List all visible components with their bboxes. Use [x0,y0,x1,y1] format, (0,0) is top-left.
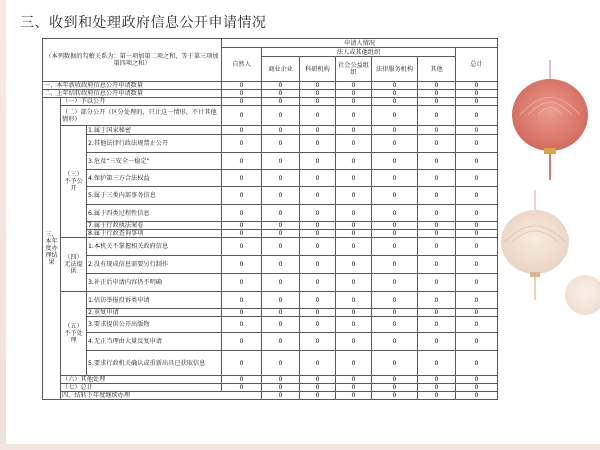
cell: 0 [222,351,262,376]
table-row [43,392,498,400]
cell: 0 [336,333,372,351]
cell: 0 [336,222,372,230]
cell: 0 [372,126,418,135]
cell: 0 [222,309,262,317]
row-label: （六）其他处理 [61,376,222,384]
cell: 0 [300,230,336,238]
row-label: 4.保护第三方合法权益 [87,170,222,187]
table-row [43,205,498,222]
cell: 0 [418,392,456,400]
header-legal-group: 法人或其他组织 [262,48,456,57]
cell: 0 [222,274,262,292]
table-row [43,98,498,106]
table-row [43,106,498,126]
cell: 0 [336,135,372,153]
cell: 0 [456,256,498,274]
header-natural-person: 自然人 [222,48,262,82]
row-label: （七）总计 [61,384,222,392]
cell: 0 [418,309,456,317]
table-row [43,153,498,170]
row-label: 四、结转下年度继续办理 [61,392,262,400]
cell: 0 [456,392,498,400]
cell: 0 [372,98,418,106]
cell: 0 [456,126,498,135]
row-label: 4.无正当理由大量反复申请 [87,333,222,351]
cell: 0 [336,230,372,238]
row-label: 二、上年结转政府信息公开申请数量 [43,90,222,98]
table-row [43,333,498,351]
group-label: （三）不予公开 [61,126,87,238]
cell: 0 [456,384,498,392]
lantern-decoration [490,60,600,360]
cell: 0 [300,309,336,317]
cell: 0 [336,82,372,90]
cell: 0 [336,292,372,309]
row-label: 2.没有现成信息需要另行制作 [87,256,222,274]
cell: 0 [262,351,300,376]
cell: 0 [262,205,300,222]
row-label: 2.其他法律行政法规禁止公开 [87,135,222,153]
cell: 0 [372,292,418,309]
table-row [43,317,498,333]
cell: 0 [456,153,498,170]
cell: 0 [222,317,262,333]
cell: 0 [300,333,336,351]
row-label: 3.危及“三安全一稳定” [87,153,222,170]
cell: 0 [456,317,498,333]
cell: 0 [336,351,372,376]
table-row [43,384,498,392]
cell: 0 [336,309,372,317]
cell: 0 [372,106,418,126]
cell: 0 [372,170,418,187]
cell: 0 [222,98,262,106]
cell: 0 [418,170,456,187]
header-total: 总计 [456,48,498,82]
table-row [43,292,498,309]
cell: 0 [222,82,262,90]
cell: 0 [222,170,262,187]
cell: 0 [222,230,262,238]
cell: 0 [336,256,372,274]
cell: 0 [336,317,372,333]
cell: 0 [300,317,336,333]
row-label: 6.属于四类过程性信息 [87,205,222,222]
cell: 0 [300,98,336,106]
table-row [43,90,498,98]
cell: 0 [300,106,336,126]
cell: 0 [418,230,456,238]
row-label: 3.要求提供公开出版物 [87,317,222,333]
cell: 0 [300,384,336,392]
cell: 0 [418,351,456,376]
table-row [43,170,498,187]
left-border-decoration [0,0,6,450]
cell: 0 [222,256,262,274]
cell: 0 [418,274,456,292]
cell: 0 [372,333,418,351]
cell: 0 [262,256,300,274]
cell: 0 [300,376,336,384]
cell: 0 [262,187,300,205]
cell: 0 [262,126,300,135]
cell: 0 [222,187,262,205]
table-row [43,274,498,292]
header-research: 科研机构 [300,57,336,82]
cell: 0 [418,126,456,135]
cell: 0 [300,222,336,230]
row-label: 1.信访举报投诉类申请 [87,292,222,309]
cell: 0 [222,333,262,351]
cell: 0 [300,274,336,292]
cell: 0 [418,333,456,351]
cell: 0 [456,333,498,351]
cell: 0 [300,238,336,256]
cell: 0 [300,82,336,90]
cell: 0 [336,392,372,400]
cell: 0 [222,126,262,135]
section3-label: 三、本年度办理结果 [43,98,61,400]
cell: 0 [222,153,262,170]
cell: 0 [262,384,300,392]
cell: 0 [262,90,300,98]
header-social: 社会公益组织 [336,57,372,82]
table-row [43,309,498,317]
header-note: （本列数据的勾稽关系为：第一项加第二项之和，等于第三项加第四项之和） [43,39,222,82]
cell: 0 [372,238,418,256]
cell: 0 [418,135,456,153]
row-label: 7.属于行政执法案卷 [87,222,222,230]
cell: 0 [300,187,336,205]
group-label: （五）不予处理 [61,292,87,376]
cell: 0 [372,230,418,238]
cell: 0 [418,205,456,222]
cell: 0 [336,205,372,222]
cell: 0 [222,135,262,153]
cell: 0 [222,376,262,384]
table-row [43,126,498,135]
table-row [43,351,498,376]
row-label: 8.属于行政查询事项 [87,230,222,238]
cell: 0 [418,256,456,274]
cell: 0 [262,98,300,106]
cell: 0 [418,292,456,309]
cell: 0 [222,106,262,126]
cell: 0 [262,317,300,333]
cell: 0 [300,392,336,400]
cell: 0 [418,317,456,333]
cell: 0 [262,170,300,187]
cell: 0 [222,222,262,230]
cell: 0 [222,238,262,256]
row-label: 1.本机关不掌握相关政府信息 [87,238,222,256]
cell: 0 [456,309,498,317]
cell: 0 [222,90,262,98]
cell: 0 [262,222,300,230]
cell: 0 [336,126,372,135]
application-statistics-table [42,38,498,400]
cell: 0 [372,351,418,376]
cell: 0 [262,274,300,292]
cell: 0 [456,292,498,309]
header-other: 其他 [418,57,456,82]
cell: 0 [262,135,300,153]
cell: 0 [262,292,300,309]
cell: 0 [456,82,498,90]
cell: 0 [262,82,300,90]
cell: 0 [372,256,418,274]
cell: 0 [372,309,418,317]
cell: 0 [336,238,372,256]
cell: 0 [372,187,418,205]
cell: 0 [418,82,456,90]
table-row [43,222,498,230]
row-label: 2.重复申请 [87,309,222,317]
cell: 0 [300,170,336,187]
row-label: 3.补正后申请内容仍不明确 [87,274,222,292]
cell: 0 [262,106,300,126]
cell: 0 [418,98,456,106]
row-label: （二）部分公开（区分处理的，只计这一情形，不计其他情形） [61,106,222,126]
cell: 0 [222,205,262,222]
cell: 0 [456,222,498,230]
table-row [43,230,498,238]
table-row [43,135,498,153]
header-commercial: 商业企业 [262,57,300,82]
cell: 0 [262,376,300,384]
cell: 0 [262,309,300,317]
cell: 0 [336,187,372,205]
row-label: 一、本年新收政府信息公开申请数量 [43,82,222,90]
cell: 0 [372,317,418,333]
table-row [43,256,498,274]
row-label: 5.属于三类内部事务信息 [87,187,222,205]
cell: 0 [336,384,372,392]
cell: 0 [372,376,418,384]
cell: 0 [262,230,300,238]
cell: 0 [336,274,372,292]
cell: 0 [222,384,262,392]
cell: 0 [456,238,498,256]
table-row [43,238,498,256]
cell: 0 [456,170,498,187]
cell: 0 [372,135,418,153]
cell: 0 [300,256,336,274]
cell: 0 [418,90,456,98]
cell: 0 [300,135,336,153]
group-label: （四）无法提供 [61,238,87,292]
cell: 0 [262,238,300,256]
cell: 0 [262,153,300,170]
cell: 0 [456,274,498,292]
cell: 0 [456,98,498,106]
row-label: 1.属于国家秘密 [87,126,222,135]
cell: 0 [336,90,372,98]
cell: 0 [418,384,456,392]
row-label: 5.要求行政机关确认或重新出具已获取信息 [87,351,222,376]
cell: 0 [222,292,262,309]
cell: 0 [372,82,418,90]
header-applicant: 申请人情况 [222,39,498,48]
cell: 0 [372,90,418,98]
cell: 0 [336,376,372,384]
page-title: 三、收到和处理政府信息公开申请情况 [20,15,267,31]
cell: 0 [262,333,300,351]
cell: 0 [336,98,372,106]
cell: 0 [456,106,498,126]
cell: 0 [456,230,498,238]
cell: 0 [372,392,418,400]
cell: 0 [300,153,336,170]
cell: 0 [372,153,418,170]
cell: 0 [456,351,498,376]
cell: 0 [456,90,498,98]
cell: 0 [418,153,456,170]
cell: 0 [418,222,456,230]
cell: 0 [456,135,498,153]
cell: 0 [372,274,418,292]
bottom-border-decoration [0,444,600,450]
cell: 0 [418,106,456,126]
table-row [43,376,498,384]
cell: 0 [262,392,300,400]
table-row [43,82,498,90]
cell: 0 [418,187,456,205]
cell: 0 [372,205,418,222]
cell: 0 [372,222,418,230]
cell: 0 [300,292,336,309]
cell: 0 [300,90,336,98]
cell: 0 [456,187,498,205]
cell: 0 [372,384,418,392]
cell: 0 [300,126,336,135]
cell: 0 [300,351,336,376]
table-row [43,187,498,205]
cell: 0 [336,170,372,187]
cell: 0 [300,205,336,222]
cell: 0 [456,376,498,384]
cell: 0 [336,153,372,170]
cell: 0 [456,205,498,222]
cell: 0 [418,238,456,256]
header-legal-service: 法律服务机构 [372,57,418,82]
cell: 0 [418,376,456,384]
cell: 0 [336,106,372,126]
row-label: （一）予以公开 [61,98,222,106]
